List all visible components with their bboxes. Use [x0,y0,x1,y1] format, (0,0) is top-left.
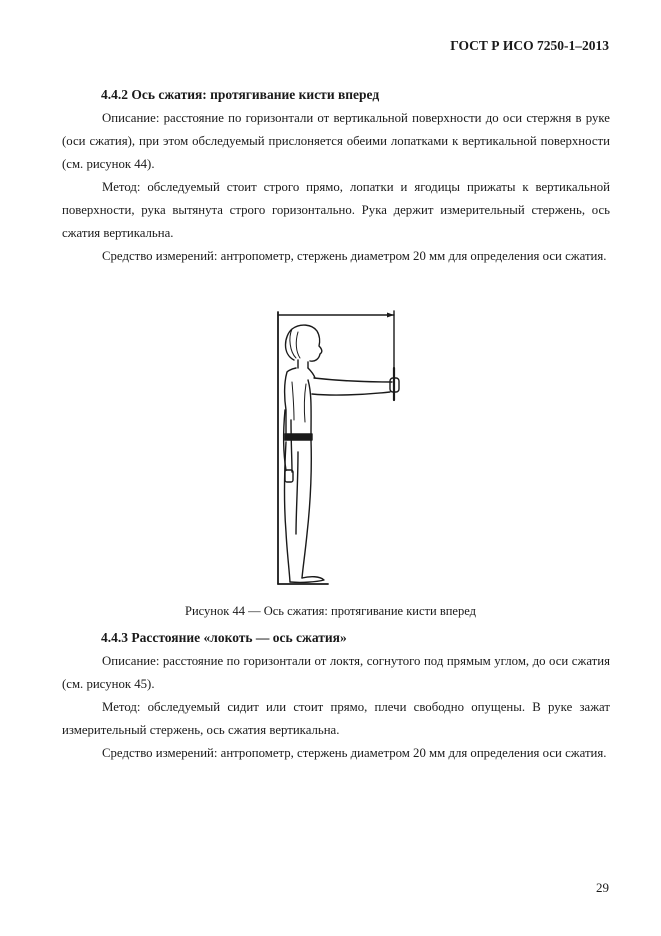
dimension-arrow [278,311,394,368]
figure-44-illustration [262,302,412,592]
section-4-4-2-description: Описание: расстояние по горизонтали от вертикальной поверхности до оси стержня в руке (оси сжатия), при этом обследуемый прислоняется обеими лопатками к вертикальной поверхности (см. рисунок 44). [62,111,610,171]
figure-44-caption: Рисунок 44 — Ось сжатия: протягивание кисти вперед [185,604,476,618]
section-4-4-2-method: Метод: обследуемый стоит строго прямо, лопатки и ягодицы прижаты к вертикальной поверхности, рука вытянута строго горизонтально. Рука держит измерительный стержень, ось сжатия вертикальна. [62,180,610,240]
page-number: 29 [596,880,609,895]
section-4-4-3-method: Метод: обследуемый сидит или стоит прямо, плечи свободно опущены. В руке зажат измерительный стержень, ось сжатия вертикальна. [62,700,610,737]
feet-outline [290,577,324,583]
section-4-4-3-description: Описание: расстояние по горизонтали от локтя, согнутого под прямым углом, до оси сжатия (см. рисунок 45). [62,654,610,691]
section-4-4-2-instrument: Средство измерений: антропометр, стержень диаметром 20 мм для определения оси сжатия. [102,249,607,263]
section-4-4-3-instrument: Средство измерений: антропометр, стержень диаметром 20 мм для определения оси сжатия. [102,746,607,760]
section-4-4-3-heading: 4.4.3 Расстояние «локоть — ось сжатия» [101,630,347,645]
section-4-4-2-heading: 4.4.2 Ось сжатия: протягивание кисти вперед [101,87,380,102]
legs-outline [285,440,312,582]
extended-arm [312,378,392,395]
belt [285,434,312,440]
document-header: ГОСТ Р ИСО 7250-1–2013 [450,38,609,53]
